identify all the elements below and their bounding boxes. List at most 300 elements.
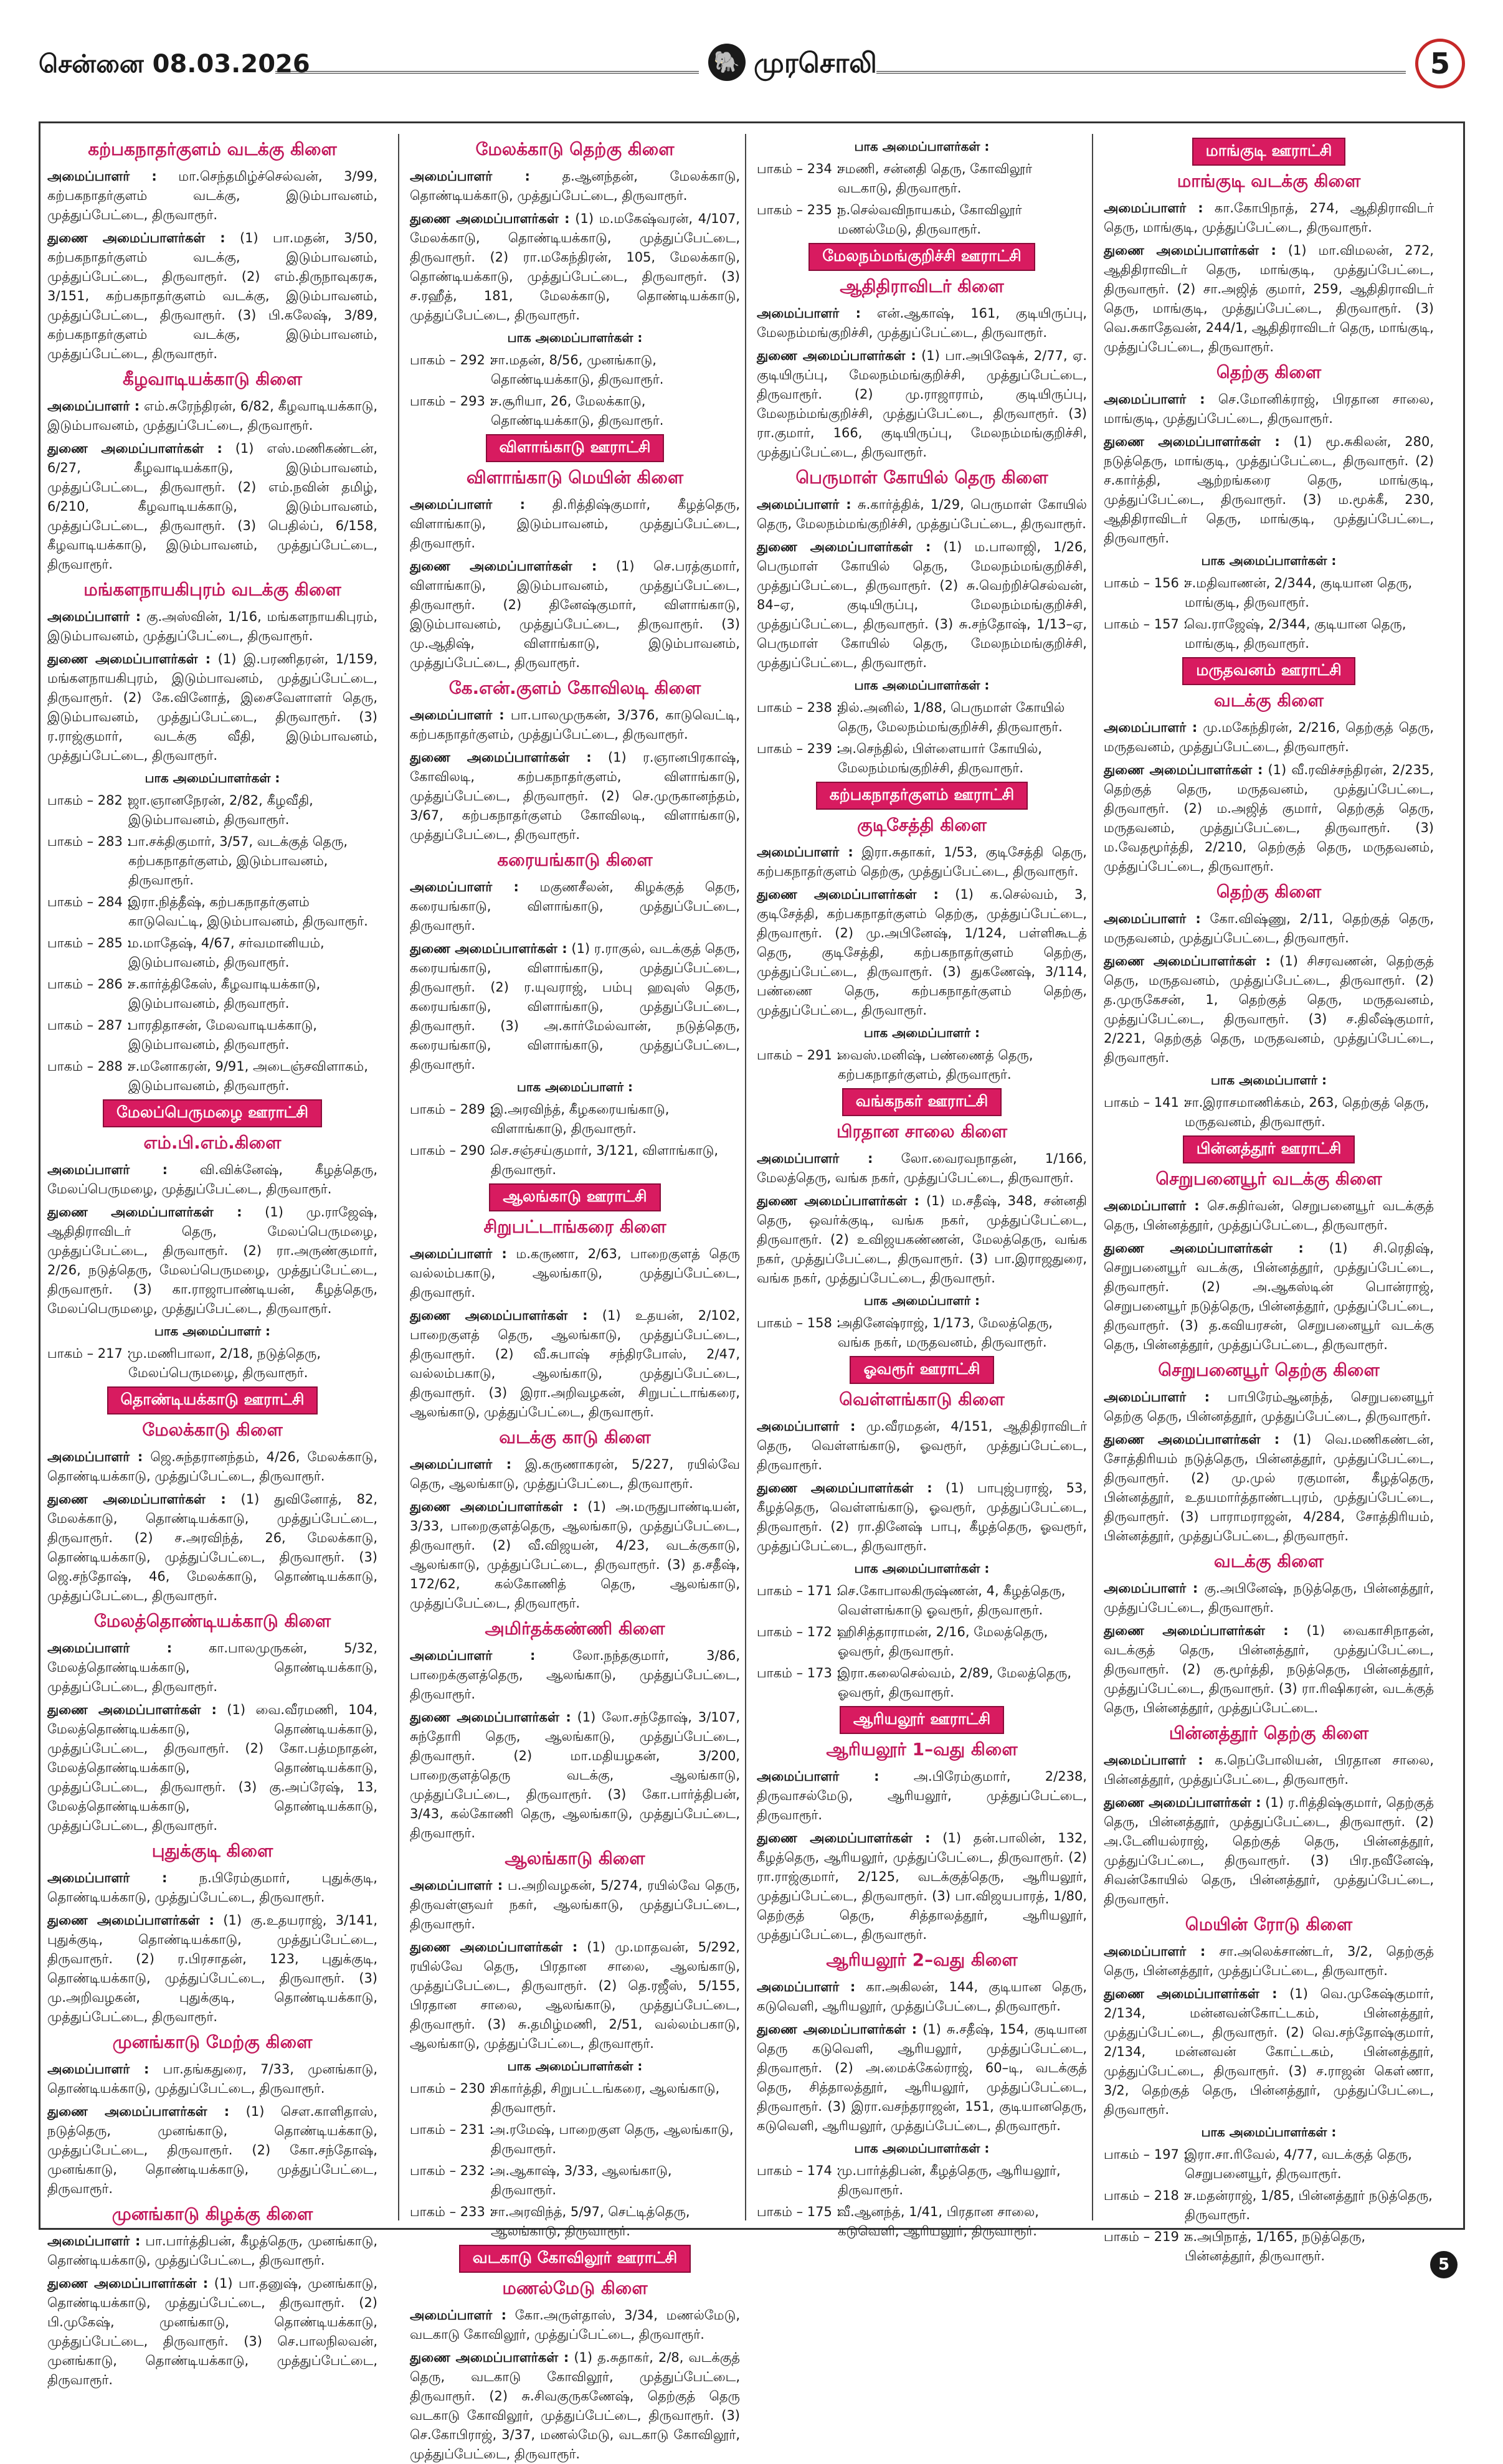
booth-entry xyxy=(757,1314,1087,1352)
booth-entry xyxy=(757,201,1087,239)
appointment-entry xyxy=(1104,1942,1434,1981)
panchayat-banner: கற்பகநாதர்குளம் ஊராட்சி xyxy=(816,782,1028,810)
appointee-details: மகுணசீலன், கிழக்குத் தெரு, கரையங்காடு, விளாங்காடு, முத்துப்பேட்டை, திருவாரூர். xyxy=(410,879,740,933)
appointee-details: மா.செந்தமிழ்ச்செல்வன், 3/99, கற்பகநாதர்குளம் வடக்கு, இடும்பாவனம், முத்துப்பேட்டை, திருவாரூர். xyxy=(47,169,377,222)
booth-number: பாகம் – 234 : xyxy=(757,161,841,176)
appointee-details: (1) கு.உதயராஜ், 3/141, புதுக்குடி, தொண்டியக்காடு, முத்துப்பேட்டை, திருவாரூர். (2) ர.பிரசாதன், 123, புதுக்குடி, தொண்டியக்காடு, முத்துப்பேட்டை, திருவாரூர். (3) மு.அறிவழகன், புதுக்குடி, தொண்டியக்காடு, முத்துப்பேட்டை, திருவாரூர். xyxy=(47,1913,377,2024)
branch-heading: வடக்கு கிளை xyxy=(1213,690,1324,711)
appointment-entry xyxy=(1104,1793,1434,1909)
booth-agent: சா.அரவிந்த், 5/97, செட்டித்தெரு, ஆலங்காடு, திருவாரூர். xyxy=(491,2204,690,2239)
panchayat-banner: ஓவரூர் ஊராட்சி xyxy=(850,1356,993,1384)
booth-number: பாகம் – 232 : xyxy=(410,2163,494,2178)
booth-entry xyxy=(47,1344,377,1383)
role-label: துணை அமைப்பாளர்கள் : xyxy=(47,1492,226,1507)
elephant-logo-icon: 🐘 xyxy=(708,44,746,81)
booth-agent: சா.இராசமாணிக்கம், 263, தெற்குத் தெரு, மருதவனம், திருவாரூர். xyxy=(1185,1095,1430,1129)
booth-agent: சா.மதன், 8/56, முனங்காடு, தொண்டியக்காடு, திருவாரூர். xyxy=(491,353,664,387)
appointment-entry xyxy=(410,2306,740,2344)
role-label: அமைப்பாளர் : xyxy=(757,1419,856,1434)
column-4 xyxy=(1104,134,1434,2263)
appointee-details: (1) ர.ரித்திஷ்குமார், தெற்குத் தெரு, பின்னத்தூர், முத்துப்பேட்டை, திருவாரூர். (2) அ.டேனியல்ராஜ், தெற்குத் தெரு, பின்னத்தூர், முத்துப்பேட்டை, திருவாரூர். (3) பிர.நவீனேஷ், சிவன்கோயில் தெரு, பின்னத்தூர், முத்துப்பேட்டை, திருவாரூர். xyxy=(1104,1795,1434,1907)
appointment-entry xyxy=(47,1911,377,2027)
appointment-entry xyxy=(47,1869,377,1907)
booth-agent: மு.மணிபாலா, 2/18, நடுத்தெரு, மேலப்பெருமழை, திருவாரூர். xyxy=(128,1346,321,1380)
appointment-entry xyxy=(410,557,740,673)
role-label: துணை அமைப்பாளர்கள் : xyxy=(1104,954,1271,969)
appointment-entry xyxy=(1104,761,1434,876)
appointment-entry xyxy=(47,2060,377,2098)
appointee-details: (1) வைகாசிநாதன், வடக்குத் தெரு, பின்னத்தூர், முத்துப்பேட்டை, திருவாரூர். (2) கு.மூர்த்தி, நடுத்தெரு, பின்னத்தூர், முத்துப்பேட்டை, திருவாரூர். (3) ரா.ரிஷிகரன், வடக்குத் தெரு, பின்னத்தூர், முத்துப்பேட்டை. xyxy=(1104,1623,1434,1715)
appointment-entry xyxy=(410,209,740,325)
branch-heading: ஆரியலூர் 1–வது கிளை xyxy=(826,1739,1018,1760)
branch-heading: பெருமாள் கோயில் தெரு கிளை xyxy=(795,467,1048,488)
panchayat-banner: விளாங்காடு ஊராட்சி xyxy=(486,434,665,462)
section-subheading: பாக அமைப்பாளர் : xyxy=(1210,1073,1327,1087)
appointment-entry xyxy=(757,1149,1087,1188)
appointee-details: (1) ர.ராகுல், வடக்குத் தெரு, கரையங்காடு, விளாங்காடு, முத்துப்பேட்டை, திருவாரூர். (2) ர.யுவராஜ், பம்பு ஹவுஸ் தெரு, கரையங்காடு, விளாங்காடு, முத்துப்பேட்டை, திருவாரூர். (3) அ.கார்மேல்வான், நடுத்தெரு, கரையங்காடு, விளாங்காடு, முத்துப்பேட்டை, திருவாரூர். xyxy=(410,941,740,1072)
appointment-entry xyxy=(757,885,1087,1020)
booth-number: பாகம் – 293 : xyxy=(410,394,494,409)
booth-entry xyxy=(47,975,377,1013)
branch-heading: பின்னத்தூர் தெற்கு கிளை xyxy=(1169,1723,1369,1743)
branch-heading: கீழவாடியக்காடு கிளை xyxy=(122,369,303,389)
branch-heading: மணல்மேடு கிளை xyxy=(502,2278,648,2298)
booth-entry xyxy=(47,791,377,830)
appointee-details: இ.கருணாகரன், 5/227, ரயில்வே தெரு, ஆலங்காடு, முத்துப்பேட்டை, திருவாரூர். xyxy=(410,1457,740,1491)
panchayat-banner: மருதவனம் ஊராட்சி xyxy=(1182,657,1355,685)
section-subheading: பாக அமைப்பாளர்கள் : xyxy=(1201,553,1337,568)
booth-agent: ச.மதன்ராஜ், 1/85, பின்னத்தூர் நடுத்தெரு, திருவாரூர். xyxy=(1185,2188,1433,2222)
role-label: துணை அமைப்பாளர்கள் : xyxy=(757,2022,917,2037)
booth-number: பாகம் – 172 : xyxy=(757,1624,841,1639)
footer-page-number: 5 xyxy=(1430,2251,1458,2278)
branch-heading: ஆரியலூர் 2–வது கிளை xyxy=(826,1950,1018,1970)
appointee-details: (1) தன்.பாலின், 132, கீழத்தெரு, ஆரியலூர், முத்துப்பேட்டை, திருவாரூர். (2) ரா.ராஜ்குமார், 2/125, வடக்குத்தெரு, ஆரியலூர், முத்துப்பேட்டை, திருவாரூர். (3) பா.விஜயபாரத், 1/80, தெற்குத் தெரு, சித்தாலத்தூர், ஆரியலூர், முத்துப்பேட்டை, திருவாரூர். xyxy=(757,1831,1087,1942)
branch-heading: மெயின் ரோடு கிளை xyxy=(1185,1914,1353,1935)
section-subheading: பாக அமைப்பாளர் : xyxy=(154,1324,270,1339)
role-label: துணை அமைப்பாளர்கள் : xyxy=(47,2104,230,2119)
booth-number: பாகம் – 173 : xyxy=(757,1666,841,1680)
booth-agent: பாரதிதாசன், மேலவாடியக்காடு, இடும்பாவனம், திருவாரூர். xyxy=(128,1018,317,1052)
appointee-details: (1) வெ.மணிகண்டன், சோத்திரியம் நடுத்தெரு, பின்னத்தூர், முத்துப்பேட்டை, திருவாரூர். (2) மு.முல் ரகுமான், கீழத்தெரு, பின்னத்தூர், உதயமார்த்தாண்டபுரம், முத்துப்பேட்டை, திருவாரூர். (3) பாராமராஜன், 4/284, சோத்திரியம், பின்னத்தூர், முத்துப்பேட்டை, திருவாரூர். xyxy=(1104,1432,1434,1543)
appointment-entry xyxy=(410,878,740,936)
booth-number: பாகம் – 233 : xyxy=(410,2204,494,2219)
appointee-details: கோ.விஷ்ணு, 2/11, தெற்குத் தெரு, மருதவனம், முத்துப்பேட்டை, திருவாரூர். xyxy=(1104,911,1434,945)
panchayat-banner: மேலநம்மங்குறிச்சி ஊராட்சி xyxy=(808,243,1035,271)
appointment-entry xyxy=(757,538,1087,673)
role-label: துணை அமைப்பாளர்கள் : xyxy=(1104,1623,1289,1638)
branch-heading: மேலக்காடு கிளை xyxy=(142,1419,283,1440)
role-label: துணை அமைப்பாளர்கள் : xyxy=(410,1710,571,1725)
appointment-entry xyxy=(47,167,377,225)
appointee-details: (1) மு.மாதவன், 5/292, ரயில்வே தெரு, பிரதான சாலை, ஆலங்காடு, முத்துப்பேட்டை, திருவாரூர். (2) தெ.ரஜீஸ், 5/155, பிரதான சாலை, ஆலங்காடு, முத்துப்பேட்டை, திருவாரூர். (3) சு.தமிழ்மணி, 2/51, வல்லம்பகாடு, ஆலங்காடு, முத்துப்பேட்டை, திருவாரூர். xyxy=(410,1940,740,2051)
appointee-details: கு.அபினேஷ், நடுத்தெரு, பின்னத்தூர், முத்துப்பேட்டை, திருவாரூர். xyxy=(1104,1581,1434,1615)
appointment-entry xyxy=(757,1829,1087,1945)
booth-number: பாகம் – 219 : xyxy=(1104,2229,1188,2244)
booth-number: பாகம் – 238 : xyxy=(757,700,841,715)
booth-agent: அதினேஷ்ராஜ், 1/173, மேலத்தெரு, வங்க நகர், மருதவனம், திருவாரூர். xyxy=(838,1315,1053,1350)
appointment-entry xyxy=(47,1639,377,1697)
branch-heading: எம்.பி.எம்.கிளை xyxy=(143,1132,282,1153)
appointment-entry xyxy=(47,1490,377,1606)
booth-entry xyxy=(1104,615,1434,653)
booth-agent: ச.மதிவாணன், 2/344, குடியான தெரு, மாங்குடி, திருவாரூர். xyxy=(1185,576,1413,610)
appointee-details: (1) துவினோத், 82, மேலக்காடு, தொண்டியக்காடு, முத்துப்பேட்டை, திருவாரூர். (2) ச.அரவிந்த், 26, மேலக்காடு, தொண்டியக்காடு, முத்துப்பேட்டை, திருவாரூர். (3) ஜெ.சந்தோஷ், 46, மேலக்காடு, தொண்டியக்காடு, முத்துப்பேட்டை, திருவாரூர். xyxy=(47,1492,377,1603)
booth-number: பாகம் – 141 : xyxy=(1104,1095,1188,1110)
booth-agent: ச.கார்த்திகேஸ், கீழவாடியக்காடு, இடும்பாவனம், திருவாரூர். xyxy=(128,977,321,1011)
booth-number: பாகம் – 156 : xyxy=(1104,576,1188,590)
role-label: துணை அமைப்பாளர்கள் : xyxy=(47,2276,209,2291)
role-label: அமைப்பாளர் : xyxy=(757,1979,856,1994)
masthead-rule-left xyxy=(275,71,699,73)
branch-heading: செறுபனையூர் வடக்கு கிளை xyxy=(1155,1168,1382,1189)
section-subheading: பாக அமைப்பாளர் : xyxy=(516,1079,633,1094)
role-label: துணை அமைப்பாளர்கள் : xyxy=(757,1831,931,1846)
appointment-entry xyxy=(1104,199,1434,237)
role-label: அமைப்பாளர் : xyxy=(1104,911,1201,926)
branch-heading: அமிர்தக்கண்ணி கிளை xyxy=(485,1618,665,1639)
section-subheading: பாக அமைப்பாளர்கள் : xyxy=(854,139,990,154)
role-label: துணை அமைப்பாளர்கள் : xyxy=(757,887,939,902)
booth-entry xyxy=(47,1016,377,1054)
appointee-details: (1) ம.பாலாஜி, 1/26, பெருமாள் கோயில் தெரு, மேலநம்மங்குறிச்சி, முத்துப்பேட்டை, திருவாரூர். (2) சு.வெற்றிச்செல்வன், 84–ஏ, குடியிருப்பு, மேலநம்மங்குறிச்சி, முத்துப்பேட்டை, திருவாரூர். (3) சு.சந்தோஷ், 1/13–ஏ, பெருமாள் கோயில் தெரு, மேலநம்மங்குறிச்சி, முத்துப்பேட்டை, திருவாரூர். xyxy=(757,539,1087,670)
booth-number: பாகம் – 292 : xyxy=(410,353,494,367)
appointment-entry xyxy=(1104,1430,1434,1546)
role-label: அமைப்பாளர் : xyxy=(47,609,141,624)
role-label: துணை அமைப்பாளர்கள் : xyxy=(1104,1795,1261,1810)
appointee-details: ம.கருணா, 2/63, பாறைகுளத் தெரு வல்லம்பகாடு, ஆலங்காடு, முத்துப்பேட்டை, திருவாரூர். xyxy=(410,1246,740,1300)
appointment-entry xyxy=(757,304,1087,343)
booth-agent: அ.ரமேஷ், பாறைகுள தெரு, ஆலங்காடு, திருவாரூர். xyxy=(491,2122,734,2156)
branch-heading: முனங்காடு கிழக்கு கிளை xyxy=(111,2204,313,2224)
role-label: துணை அமைப்பாளர்கள் : xyxy=(1104,434,1280,449)
appointee-details: (1) ர.ஞானபிரகாஷ், கோவிலடி, கற்பகநாதர்குளம், விளாங்காடு, முத்துப்பேட்டை, திருவாரூர். (2) செ.முருகானந்தம், 3/67, கற்பகநாதர்குளம் கோவிலடி, விளாங்காடு, முத்துப்பேட்டை, திருவாரூர். xyxy=(410,750,740,842)
role-label: துணை அமைப்பாளர்கள் : xyxy=(47,1205,242,1220)
booth-entry xyxy=(757,698,1087,737)
role-label: துணை அமைப்பாளர்கள் : xyxy=(47,441,222,456)
role-label: அமைப்பாளர் : xyxy=(410,879,519,894)
booth-entry xyxy=(757,1623,1087,1661)
role-label: துணை அமைப்பாளர்கள் : xyxy=(1104,243,1276,258)
branch-heading: வடக்கு காடு கிளை xyxy=(499,1427,651,1448)
section-subheading: பாக அமைப்பாளர்கள் : xyxy=(507,330,643,345)
role-label: துணை அமைப்பாளர்கள் : xyxy=(1104,1432,1280,1447)
booth-entry xyxy=(410,2202,740,2241)
booth-agent: வெ.ராஜேஷ், 2/344, குடியான தெரு, மாங்குடி, திருவாரூர். xyxy=(1185,617,1406,651)
role-label: துணை அமைப்பாளர்கள் : xyxy=(47,652,211,666)
booth-agent: இரா.நித்தீஷ், கற்பகநாதர்குளம் காடுவெட்டி, இடும்பாவனம், திருவாரூர். xyxy=(128,894,368,929)
appointment-entry xyxy=(47,2102,377,2199)
branch-heading: குடிசேத்தி கிளை xyxy=(856,815,987,835)
panchayat-banner: ஆலங்காடு ஊராட்சி xyxy=(489,1183,660,1211)
appointment-entry xyxy=(1104,1196,1434,1235)
branch-heading: மங்களநாயகிபுரம் வடக்கு கிளை xyxy=(83,579,341,600)
appointee-details: என்.ஆகாஷ், 161, குடியிருப்பு, மேலநம்மங்குறிச்சி, முத்துப்பேட்டை, திருவாரூர். xyxy=(757,306,1088,340)
appointment-entry xyxy=(47,607,377,646)
panchayat-banner: மேலப்பெருமழை ஊராட்சி xyxy=(103,1099,322,1127)
booth-number: பாகம் – 283 : xyxy=(47,834,131,849)
booth-entry xyxy=(410,2161,740,2200)
appointment-entry xyxy=(1104,1579,1434,1618)
branch-heading: புதுக்குடி கிளை xyxy=(151,1841,273,1861)
appointment-entry xyxy=(410,1876,740,1934)
appointment-entry xyxy=(410,167,740,206)
role-label: துணை அமைப்பாளர்கள் : xyxy=(410,2350,569,2365)
branch-heading: மாங்குடி வடக்கு கிளை xyxy=(1177,171,1361,191)
booth-entry xyxy=(1104,1093,1434,1132)
appointment-entry xyxy=(47,1448,377,1486)
role-label: துணை அமைப்பாளர்கள் : xyxy=(757,348,916,363)
booth-number: பாகம் – 287 : xyxy=(47,1018,131,1033)
branch-heading: சிறுபட்டாங்கரை கிளை xyxy=(483,1216,666,1237)
role-label: அமைப்பாளர் : xyxy=(757,306,861,321)
booth-entry xyxy=(410,2079,740,2118)
booth-agent: இரா.கலைசெல்வம், 2/89, மேலத்தெரு, ஓவரூர், திருவாரூர். xyxy=(838,1666,1071,1700)
branch-heading: செறுபனையூர் தெற்கு கிளை xyxy=(1158,1360,1380,1380)
appointment-entry xyxy=(47,397,377,435)
booth-number: பாகம் – 197 : xyxy=(1104,2147,1188,2162)
booth-number: பாகம் – 290 : xyxy=(410,1143,494,1158)
appointment-entry xyxy=(410,1497,740,1613)
panchayat-banner: மாங்குடி ஊராட்சி xyxy=(1192,138,1346,166)
role-label: அமைப்பாளர் : xyxy=(410,708,505,723)
panchayat-banner: பின்னத்தூர் ஊராட்சி xyxy=(1183,1135,1355,1163)
appointment-entry xyxy=(410,1306,740,1422)
masthead-rule-right xyxy=(876,71,1406,73)
appointee-details: மு.வீரமதன், 4/151, ஆதிதிராவிடர் தெரு, வெள்ளங்காடு, ஓவரூர், முத்துப்பேட்டை, திருவாரூர். xyxy=(757,1419,1087,1472)
appointment-entry xyxy=(757,843,1087,881)
appointment-entry xyxy=(47,650,377,765)
appointee-details: (1) லோ.சந்தோஷ், 3/107, சுந்தோரி தெரு, ஆலங்காடு, முத்துப்பேட்டை, திருவாரூர். (2) மா.மதியழகன், 3/200, பாறைகுளத்தெரு வடக்கு, ஆலங்காடு, முத்துப்பேட்டை, திருவாரூர். (3) கோ.பார்த்திபன், 3/43, கல்கோணி தெரு, ஆலங்காடு, முத்துப்பேட்டை, திருவாரூர். xyxy=(410,1710,740,1841)
appointee-details: (1) க.செல்வம், 3, குடிசேத்தி, கற்பகநாதர்குளம் தெற்கு, முத்துப்பேட்டை, திருவாரூர். (2) மு.அபினேஷ், 1/124, பள்ளிகூடத் தெரு, குடிசேத்தி, கற்பகநாதர்குளம் தெற்கு, முத்துப்பேட்டை, திருவாரூர். (3) துகணேஷ், 3/114, பண்ணை தெரு, கற்பகநாதர்குளம் தெற்கு, முத்துப்பேட்டை, திருவாரூர். xyxy=(757,887,1087,1018)
role-label: அமைப்பாளர் : xyxy=(757,845,853,860)
booth-agent: தில்.அனில், 1/88, பெருமாள் கோயில் தெரு, மேலநம்மங்குறிச்சி, திருவாரூர். xyxy=(838,700,1065,734)
appointee-details: தி.ரித்திஷ்குமார், கீழத்தெரு, விளாங்காடு, இடும்பாவனம், முத்துப்பேட்டை, திருவாரூர். xyxy=(410,497,741,551)
appointment-entry xyxy=(47,229,377,364)
appointee-details: அ.பிரேம்குமார், 2/238, திருவாசல்மேடு, ஆரியலூர், முத்துப்பேட்டை, திருவாரூர். xyxy=(757,1769,1087,1822)
booth-number: பாகம் – 284 : xyxy=(47,894,131,909)
booth-entry xyxy=(410,1141,740,1180)
role-label: அமைப்பாளர் : xyxy=(1104,1390,1210,1405)
appointee-details: (1) சிசரவணன், தெற்குத் தெரு, மருதவனம், முத்துப்பேட்டை, திருவாரூர். (2) த.முருகேசன், 1, தெற்குத் தெரு, மருதவனம், முத்துப்பேட்டை, திருவாரூர். (3) ச.திலீஷ்குமார், 2/221, தெற்குத் தெரு, மருதவனம், முத்துப்பேட்டை, திருவாரூர். xyxy=(1104,954,1434,1065)
appointee-details: (1) பா.தனுஷ், முனங்காடு, தொண்டியக்காடு, முத்துப்பேட்டை, திருவாரூர். (2) பி.முகேஷ், முனங்காடு, தொண்டியக்காடு, முத்துப்பேட்டை, திருவாரூர். (3) செ.பாலநிலவன், முனங்காடு, தொண்டியக்காடு, முத்துப்பேட்டை, திருவாரூர். xyxy=(47,2276,378,2387)
role-label: துணை அமைப்பாளர்கள் : xyxy=(410,1499,578,1514)
page-number-badge: 5 xyxy=(1415,39,1465,88)
appointee-details: இரா.சுதாகர், 1/53, குடிசேத்தி தெரு, கற்பகநாதர்குளம் தெற்கு, முத்துப்பேட்டை, திருவாரூர். xyxy=(757,845,1087,879)
appointment-entry xyxy=(1104,909,1434,948)
appointee-details: பா.தங்கதுரை, 7/33, முனங்காடு, தொண்டியக்காடு, முத்துப்பேட்டை, திருவாரூர். xyxy=(47,2062,377,2096)
appointee-details: (1) செ.பரத்குமார், விளாங்காடு, இடும்பாவனம், முத்துப்பேட்டை, திருவாரூர். (2) தினேஷ்குமார், விளாங்காடு, இடும்பாவனம், முத்துப்பேட்டை, திருவாரூர். (3) மு.ஆதிஷ், விளாங்காடு, இடும்பாவனம், முத்துப்பேட்டை, திருவாரூர். xyxy=(410,559,740,670)
appointment-entry xyxy=(47,2274,377,2390)
booth-entry xyxy=(757,2161,1087,2200)
role-label: அமைப்பாளர் : xyxy=(47,169,157,184)
appointment-entry xyxy=(410,1244,740,1302)
role-label: அமைப்பாளர் : xyxy=(1104,1753,1203,1768)
appointment-entry xyxy=(410,495,740,553)
booth-entry xyxy=(47,893,377,931)
role-label: அமைப்பாளர் : xyxy=(1104,720,1198,735)
appointment-entry xyxy=(410,2348,740,2464)
appointment-entry xyxy=(410,1455,740,1494)
role-label: துணை அமைப்பாளர்கள் : xyxy=(410,1940,578,1955)
booth-number: பாகம் – 291 : xyxy=(757,1048,841,1063)
appointee-details: கு.அஸ்வின், 1/16, மங்களநாயகிபுரம், இடும்பாவனம், முத்துப்பேட்டை, திருவாரூர். xyxy=(47,609,377,643)
booth-agent: ந.செல்வவிநாயகம், கோவிலூர் மணல்மேடு, திருவாரூர். xyxy=(838,202,1022,237)
section-subheading: பாக அமைப்பாளர் : xyxy=(863,1293,980,1308)
booth-agent: க.அபிநாத், 1/165, நடுத்தெரு, பின்னத்தூர், திருவாரூர். xyxy=(1185,2229,1366,2263)
role-label: துணை அமைப்பாளர்கள் : xyxy=(47,1913,214,1928)
role-label: அமைப்பாளர் : xyxy=(47,1641,173,1656)
role-label: அமைப்பாளர் : xyxy=(410,1648,536,1663)
role-label: துணை அமைப்பாளர்கள் : xyxy=(1104,762,1263,777)
role-label: அமைப்பாளர் : xyxy=(410,1457,512,1472)
panchayat-banner: வடகாடு கோவிலூர் ஊராட்சி xyxy=(459,2245,691,2273)
appointment-entry xyxy=(757,346,1087,462)
panchayat-banner: தொண்டியக்காடு ஊராட்சி xyxy=(107,1386,318,1414)
role-label: அமைப்பாளர் : xyxy=(1104,392,1205,407)
role-label: அமைப்பாளர் : xyxy=(47,1870,168,1885)
appointee-details: (1) த.சுதாகர், 2/8, வடக்குத் தெரு, வடகாடு கோவிலூர், முத்துப்பேட்டை, திருவாரூர். (2) சு.சிவகுருகணேஷ், தெற்குத் தெரு வடகாடு கோவிலூர், முத்துப்பேட்டை, திருவாரூர். (3) செ.கோபிராஜ், 3/37, மணல்மேடு, வடகாடு கோவிலூர், முத்துப்பேட்டை, திருவாரூர். xyxy=(410,2350,740,2462)
role-label: துணை அமைப்பாளர்கள் : xyxy=(1104,1986,1278,2001)
appointee-details: கா.கோபிநாத், 274, ஆதிதிராவிடர் தெரு, மாங்குடி, முத்துப்பேட்டை, திருவாரூர். xyxy=(1104,201,1434,235)
booth-agent: வீ.ஆனந்த், 1/41, பிரதான சாலை, கடுவெளி, ஆரியலூர், திருவாரூர். xyxy=(838,2204,1039,2239)
branch-heading: மேலக்காடு தெற்கு கிளை xyxy=(475,139,675,159)
appointee-details: லோ.நந்தகுமார், 3/86, பாறைக்குளத்தெரு, ஆலங்காடு, முத்துப்பேட்டை, திருவாரூர். xyxy=(410,1648,740,1702)
appointee-details: பா.பார்த்திபன், கீழத்தெரு, முனங்காடு, தொண்டியக்காடு, முத்துப்பேட்டை, திருவாரூர். xyxy=(47,2234,378,2268)
booth-number: பாகம் – 158 : xyxy=(757,1315,841,1330)
role-label: துணை அமைப்பாளர்கள் : xyxy=(757,1481,932,1495)
booth-number: பாகம் – 217 : xyxy=(47,1346,131,1361)
appointee-details: ப.அறிவழகன், 5/274, ரயில்வே தெரு, திருவள்ளுவர் நகர், ஆலங்காடு, முத்துப்பேட்டை, திருவாரூர். xyxy=(410,1878,740,1931)
appointment-entry xyxy=(1104,390,1434,429)
appointee-details: க.நெப்போலியன், பிரதான சாலை, பின்னத்தூர், முத்துப்பேட்டை, திருவாரூர். xyxy=(1104,1753,1434,1787)
booth-number: பாகம் – 171 : xyxy=(757,1583,841,1598)
column-1 xyxy=(47,134,378,2387)
appointee-details: கா.பாலமுருகன், 5/32, மேலத்தொண்டியக்காடு, தொண்டியக்காடு, முத்துப்பேட்டை, திருவாரூர். xyxy=(47,1641,378,1694)
appointee-details: (1) பா.மதன், 3/50, கற்பகநாதர்குளம் வடக்கு, இடும்பாவனம், முத்துப்பேட்டை, திருவாரூர். (2) எம்.திருநாவுகரசு, 3/151, கற்பகநாதர்குளம் வடக்கு, இடும்பாவனம், முத்துப்பேட்டை, திருவாரூர். (3) பி.கலேஷ், 3/89, கற்பகநாதர்குளம் வடக்கு, இடும்பாவனம், முத்துப்பேட்டை, திருவாரூர். xyxy=(47,230,378,361)
booth-entry xyxy=(47,832,377,890)
section-subheading: பாக அமைப்பாளர்கள் : xyxy=(854,1561,990,1576)
appointee-details: (1) உதயன், 2/102, பாறைகுளத் தெரு, ஆலங்காடு, முத்துப்பேட்டை, திருவாரூர். (2) வீ.சுபாஷ் சந்திரபோஸ், 2/47, வல்லம்பகாடு, ஆலங்காடு, முத்துப்பேட்டை, திருவாரூர். (3) இரா.அறிவழகன், சிறுபட்டாங்கரை, ஆலங்காடு, முத்துப்பேட்டை, திருவாரூர். xyxy=(410,1308,740,1419)
booth-agent: மு.பார்த்திபன், கீழத்தெரு, ஆரியலூர், திருவாரூர். xyxy=(838,2163,1061,2197)
role-label: அமைப்பாளர் : xyxy=(47,1162,168,1177)
branch-heading: விளாங்காடு மெயின் கிளை xyxy=(466,467,684,488)
column-divider xyxy=(1092,134,1093,2220)
role-label: துணை அமைப்பாளர்கள் : xyxy=(47,1702,217,1717)
booth-entry xyxy=(757,1581,1087,1620)
appointee-details: (1) வெ.முகேஷ்குமார், 2/134, மன்னவன்கோட்டகம், பின்னத்தூர், முத்துப்பேட்டை, திருவாரூர். (2) வெ.சந்தோஷ்குமார், 2/134, மன்னவன் கோட்டகம், பின்னத்தூர், முத்துப்பேட்டை, திருவாரூர். (3) ச.ராஜன் கௌ்ணா, 3/2, தெற்குத் தெரு, பின்னத்தூர், முத்துப்பேட்டை, திருவாரூர். xyxy=(1104,1986,1434,2117)
branch-heading: ஆதிதிராவிடர் கிளை xyxy=(840,276,1004,296)
branch-heading: முனங்காடு மேற்கு கிளை xyxy=(112,2032,313,2052)
panchayat-banner: வங்கநகர் ஊராட்சி xyxy=(842,1088,1002,1116)
booth-entry xyxy=(47,934,377,972)
appointment-entry xyxy=(47,2232,377,2270)
branch-heading: வடக்கு கிளை xyxy=(1213,1551,1324,1571)
branch-heading: கரையங்காடு கிளை xyxy=(497,850,653,870)
booth-number: பாகம் – 235 : xyxy=(757,202,841,217)
branch-heading: மேலத்தொண்டியக்காடு கிளை xyxy=(93,1611,331,1631)
column-divider xyxy=(398,134,399,2220)
appointment-entry xyxy=(1104,432,1434,548)
booth-entry xyxy=(410,392,740,430)
section-subheading: பாக அமைப்பாளர்கள் : xyxy=(507,2059,643,2073)
booth-entry xyxy=(1104,574,1434,612)
booth-agent: அ.ஆகாஷ், 3/33, ஆலங்காடு, திருவாரூர். xyxy=(491,2163,672,2197)
booth-entry xyxy=(757,739,1087,778)
section-subheading: பாக அமைப்பாளர் : xyxy=(863,1025,980,1040)
column-3 xyxy=(757,134,1088,2239)
role-label: துணை அமைப்பாளர்கள் : xyxy=(410,941,567,956)
appointment-entry xyxy=(410,1708,740,1843)
booth-agent: இரா.சா.ரிவேல், 4/77, வடக்குத் தெரு, செறுபனையூர், திருவாரூர். xyxy=(1185,2147,1412,2181)
appointment-entry xyxy=(410,706,740,744)
appointment-entry xyxy=(1104,1984,1434,2120)
booth-number: பாகம் – 239 : xyxy=(757,741,841,756)
paper-name: முரசொலி xyxy=(754,47,877,79)
role-label: துணை அமைப்பாளர்கள் : xyxy=(410,559,597,574)
column-2 xyxy=(410,134,741,2462)
appointee-details: லோ.வைரவநாதன், 1/166, மேலத்தெரு, வங்க நகர், முத்துப்பேட்டை, திருவாரூர். xyxy=(757,1151,1087,1185)
appointee-details: வி.விக்னேஷ், கீழத்தெரு, மேலப்பெருமழை, முத்துப்பேட்டை, திருவாரூர். xyxy=(47,1162,377,1196)
role-label: அமைப்பாளர் : xyxy=(410,1878,503,1893)
appointment-entry xyxy=(410,1938,740,2054)
booth-agent: ச.மனோகரன், 9/91, அடைஞ்சவிளாகம், இடும்பாவனம், திருவாரூர். xyxy=(128,1059,368,1093)
appointee-details: கா.அகிலன், 144, குடியான தெரு, கடுவெளி, ஆரியலூர், முத்துப்பேட்டை, திருவாரூர். xyxy=(757,1979,1087,2014)
booth-agent: பா.சக்திகுமார், 3/57, வடக்குத் தெரு, கற்பகநாதர்குளம், இடும்பாவனம், திருவாரூர். xyxy=(128,834,348,888)
booth-entry xyxy=(757,2202,1087,2241)
booth-agent: இ.அரவிந்த், கீழகரையங்காடு, விளாங்காடு, திருவாரூர். xyxy=(491,1102,670,1136)
role-label: அமைப்பாளர் : xyxy=(1104,201,1203,216)
appointment-entry xyxy=(757,2020,1087,2136)
appointment-entry xyxy=(410,939,740,1074)
role-label: துணை அமைப்பாளர்கள் : xyxy=(757,539,931,554)
booth-agent: செ.சஞ்சய்குமார், 3/121, விளாங்காடு, திருவாரூர். xyxy=(491,1143,719,1177)
role-label: அமைப்பாளர் : xyxy=(1104,1944,1206,1959)
appointee-details: சா.அலெக்சாண்டர், 3/2, தெற்குத் தெரு, பின்னத்தூர், முத்துப்பேட்டை, திருவாரூர். xyxy=(1104,1944,1434,1978)
booth-number: பாகம் – 282 : xyxy=(47,793,131,808)
appointee-details: மு.மகேந்திரன், 2/216, தெற்குத் தெரு, மருதவனம், முத்துப்பேட்டை, திருவாரூர். xyxy=(1104,720,1434,754)
booth-number: பாகம் – 231 : xyxy=(410,2122,494,2137)
booth-agent: ஜா.ஞானநேரன், 2/82, கீழவீதி, இடும்பாவனம், திருவாரூர். xyxy=(128,793,313,827)
role-label: அமைப்பாளர் : xyxy=(410,2308,507,2323)
appointee-details: பாபிரேம்ஆனந்த், செறுபனையூர் தெற்கு தெரு, பின்னத்தூர், முத்துப்பேட்டை, திருவாரூர். xyxy=(1104,1390,1434,1424)
booth-entry xyxy=(1104,2227,1434,2266)
booth-number: பாகம் – 230 : xyxy=(410,2081,494,2096)
appointee-details: (1) எஸ்.மணிகண்டன், 6/27, கீழவாடியக்காடு, இடும்பாவனம், முத்துப்பேட்டை, திருவாரூர். (2) எம்.நவின் தமிழ், 6/210, கீழவாடியக்காடு, இடும்பாவனம், முத்துப்பேட்டை, திருவாரூர். (3) பெதில்ப், 6/158, கீழவாடியக்காடு, இடும்பாவனம், முத்துப்பேட்டை, திருவாரூர். xyxy=(47,441,377,572)
role-label: துணை அமைப்பாளர்கள் : xyxy=(410,750,592,765)
appointee-details: (1) மு.ராஜேஷ், ஆதிதிராவிடர் தெரு, மேலப்பெருமழை, முத்துப்பேட்டை, திருவாரூர். (2) ரா.அருண்குமார், 2/26, நடுத்தெரு, மேலப்பெருமழை, முத்துப்பேட்டை, திருவாரூர். (3) கா.ராஜாபாண்டியன், கீழத்தெரு, மேலப்பெருமழை, முத்துப்பேட்டை, திருவாரூர். xyxy=(47,1205,378,1316)
booth-agent: ம.மாதேஷ், 4/67, சர்வமானியம், இடும்பாவனம், திருவாரூர். xyxy=(128,936,325,970)
booth-agent: சமணி, சன்னதி தெரு, கோவிலூர் வடகாடு, திருவாரூர். xyxy=(838,161,1033,196)
role-label: அமைப்பாளர் : xyxy=(410,497,525,512)
appointee-details: (1) ம.மகேஷ்வரன், 4/107, மேலக்காடு, தொண்டியக்காடு, முத்துப்பேட்டை, திருவாரூர். (2) ரா.மகேந்திரன், 105, மேலக்காடு, தொண்டியக்காடு, முத்துப்பேட்டை, திருவாரூர். (3) ச.ரஹீத், 181, மேலக்காடு, தொண்டியக்காடு, முத்துப்பேட்டை, திருவாரூர். xyxy=(410,211,740,323)
appointee-details: எம்.சுரேந்திரன், 6/82, கீழவாடியக்காடு, இடும்பாவனம், முத்துப்பேட்டை, திருவாரூர். xyxy=(47,399,377,433)
appointment-entry xyxy=(757,1767,1087,1825)
booth-agent: ச.சூரியா, 26, மேலக்காடு, தொண்டியக்காடு, திருவாரூர். xyxy=(491,394,664,428)
appointee-details: செ.சுதிர்வன், செறுபனையூர் வடக்குத் தெரு, பின்னத்தூர், முத்துப்பேட்டை, திருவாரூர். xyxy=(1104,1198,1434,1233)
role-label: அமைப்பாளர் : xyxy=(47,2234,141,2248)
branch-heading: கற்பகநாதர்குளம் வடக்கு கிளை xyxy=(88,139,337,159)
appointee-details: த.ஆனந்தன், மேலக்காடு, தொண்டியக்காடு, முத்துப்பேட்டை, திருவாரூர். xyxy=(410,169,740,203)
booth-entry xyxy=(47,1057,377,1096)
booth-number: பாகம் – 174 : xyxy=(757,2163,841,2178)
booth-entry xyxy=(410,351,740,389)
appointment-entry xyxy=(1104,1751,1434,1789)
role-label: துணை அமைப்பாளர்கள் : xyxy=(410,211,570,226)
edition-date: சென்னை 08.03.2026 xyxy=(39,50,310,78)
branch-heading: கே.என்.குளம் கோவிலடி கிளை xyxy=(448,678,701,698)
appointment-entry xyxy=(1104,241,1434,357)
